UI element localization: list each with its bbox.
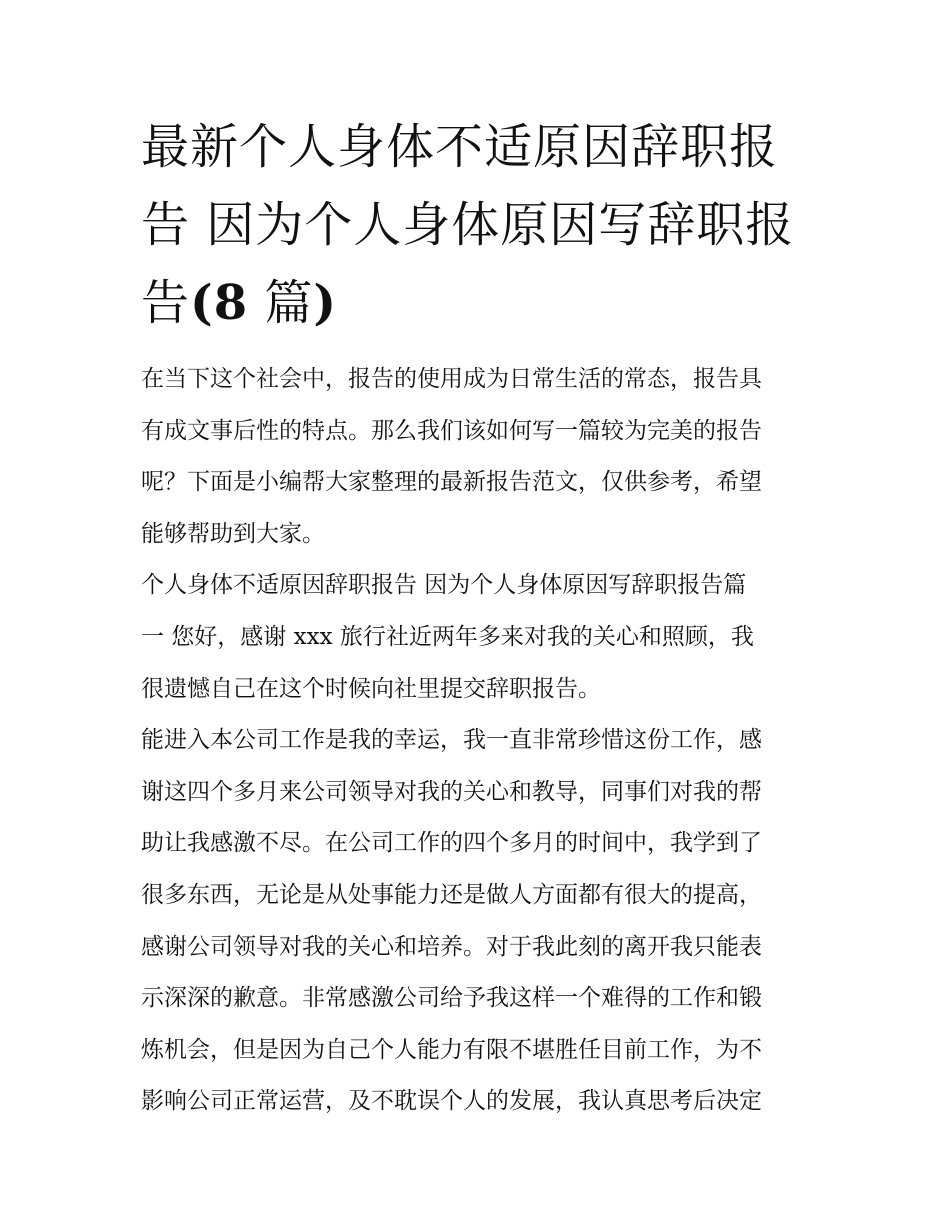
body-line: 呢？下面是小编帮大家整理的最新报告范文，仅供参考，希望 bbox=[141, 469, 762, 496]
title-line-3-end: ) bbox=[313, 275, 338, 331]
body-line: 感谢公司领导对我的关心和培养。对于我此刻的离开我只能表 bbox=[141, 933, 762, 960]
title-line-3-prefix: 告 bbox=[141, 275, 191, 331]
body-line: 能够帮助到大家。 bbox=[141, 520, 325, 547]
title-line: 最新个人身体不适原因辞职报 bbox=[141, 119, 779, 175]
body-line: 助让我感激不尽。在公司工作的四个多月的时间中，我学到了 bbox=[141, 830, 762, 857]
document-title bbox=[141, 108, 821, 342]
body-line: 炼机会，但是因为自己个人能力有限不堪胜任目前工作，为不 bbox=[141, 1036, 762, 1063]
body-line: 能进入本公司工作是我的幸运，我一直非常珍惜这份工作，感 bbox=[141, 727, 762, 754]
title-line bbox=[141, 264, 821, 342]
body-line: 一 您好，感谢 xxx 旅行社近两年多来对我的关心和照顾，我 bbox=[141, 623, 754, 650]
body-line: 在当下这个社会中，报告的使用成为日常生活的常态，报告具 bbox=[141, 366, 762, 392]
body-line: 很多东西，无论是从处事能力还是做人方面都有很大的提高， bbox=[141, 881, 762, 908]
document-body bbox=[141, 354, 821, 1128]
body-line: 有成文事后性的特点。那么我们该如何写一篇较为完美的报告 bbox=[141, 417, 762, 444]
body-line: 示深深的歉意。非常感激公司给予我这样一个难得的工作和锻 bbox=[141, 985, 762, 1012]
body-line: 很遗憾自己在这个时候向社里提交辞职报告。 bbox=[141, 675, 601, 702]
body-line: 谢这四个多月来公司领导对我的关心和教导，同事们对我的帮 bbox=[141, 778, 762, 805]
body-line: 影响公司正常运营，及不耽误个人的发展，我认真思考后决定 bbox=[141, 1088, 762, 1115]
body-line: 个人身体不适原因辞职报告 因为个人身体原因写辞职报告篇 bbox=[141, 572, 747, 599]
title-line-3-mid: 篇 bbox=[248, 275, 314, 331]
title-line: 告 因为个人身体原因写辞职报 bbox=[141, 197, 795, 253]
title-line-3-bold: (8 bbox=[190, 275, 249, 331]
